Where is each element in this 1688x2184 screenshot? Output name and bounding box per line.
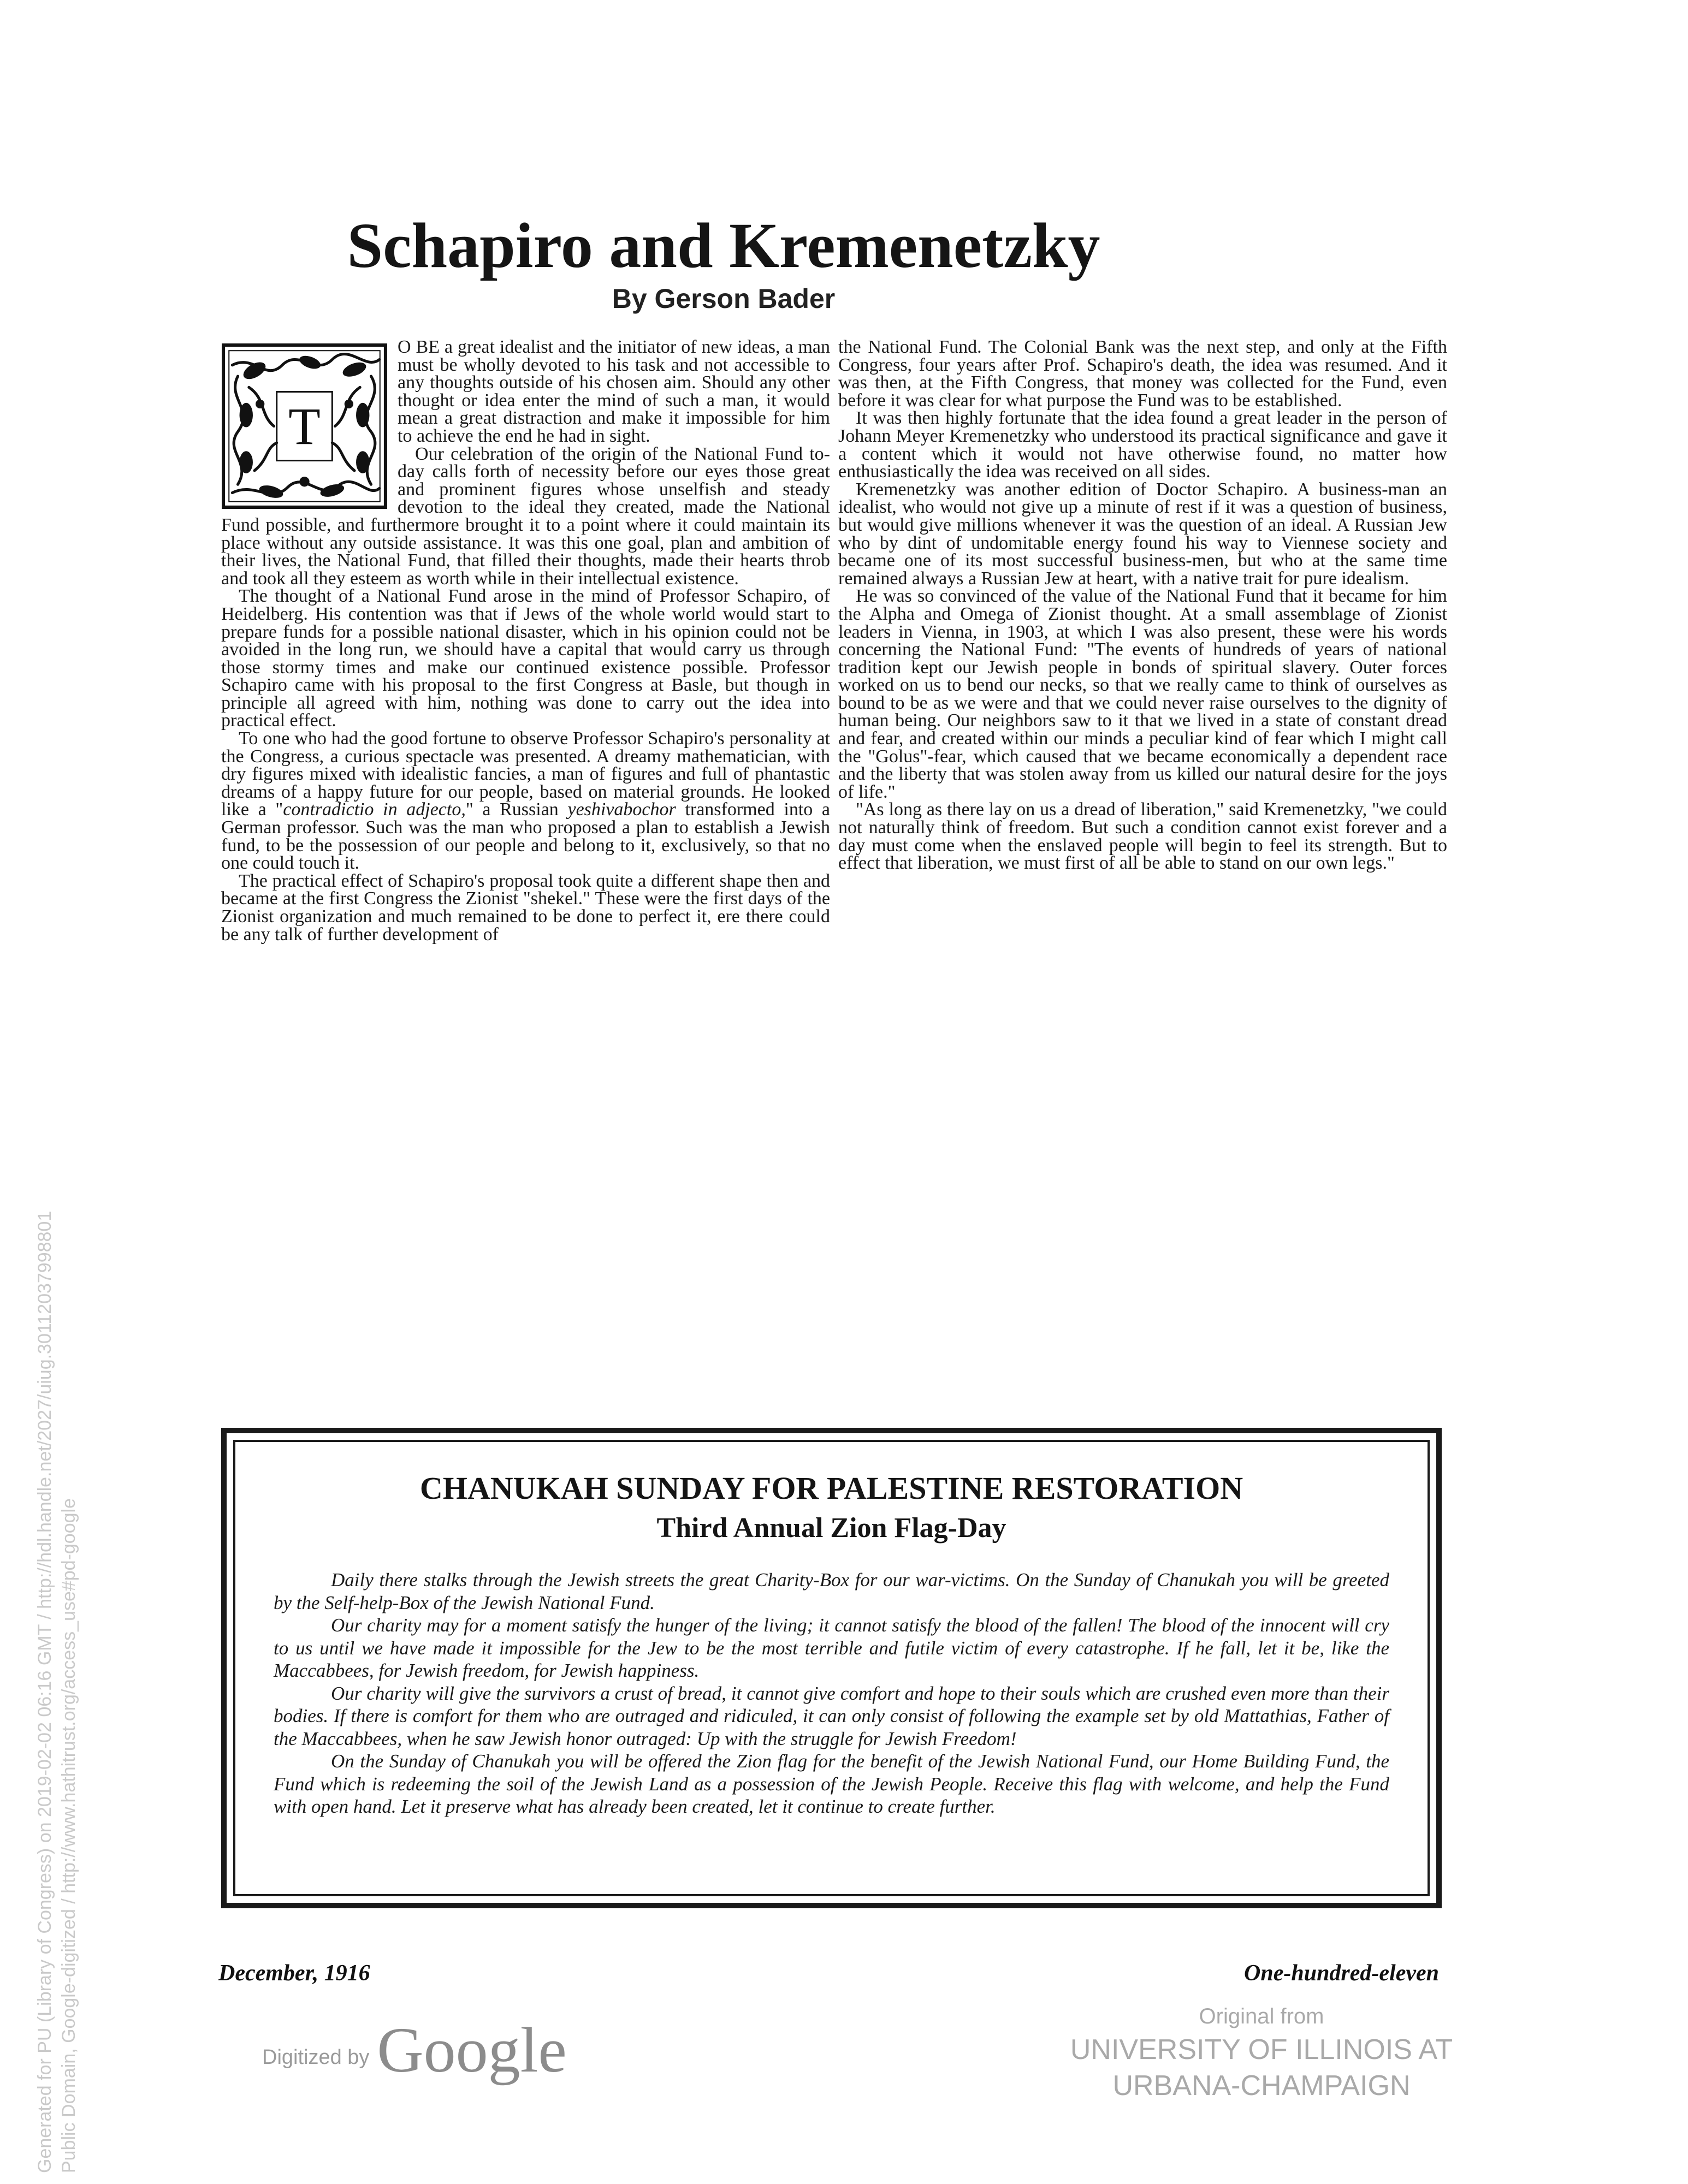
digitized-by-label: Digitized by — [262, 2046, 370, 2069]
notice-paragraph: Our charity may for a moment satisfy the hunger of the living; it cannot satisfy the blood of the fallen! The blood of the innocent will cry to us until we have made it impossible for the Jew to be the most terrible and futile victim of every catastrophe. If he fall, let it be, like the Maccabbees, for Jewish freedom, for Jewish happiness. — [274, 1615, 1389, 1681]
original-from-label: Original from — [1199, 2004, 1324, 2028]
article-paragraph: "As long as there lay on us a dread of liberation," said Kremenetzky, "we could not naturally think of freedom. But such a condition cannot exist forever and a day must come when the enslaved people will begin to feel its strength. But to effect that liberation, we must first of all be able to stand on our own legs." — [838, 799, 1447, 874]
notice-box-inner — [233, 1440, 1430, 1896]
digitized-by-google — [262, 2009, 567, 2086]
watermark-line-2: Public Domain, Google-digitized / http://www.hathitrust.org/access_use#pd-google — [58, 1498, 79, 2173]
footer-page-label: One-hundred-eleven — [1244, 1961, 1439, 1986]
article-text: a Russian — [482, 799, 559, 820]
article-title: Schapiro and Kremenetzky — [347, 210, 1100, 281]
article-paragraph: O BE a great idealist and the initiator of new ideas, a man must be wholly devoted to his task and not accessible to any thoughts outside of his chosen aim. Should any other thought or idea enter the mind of such a man, it would mean a great distraction and make it impossible for him to achieve the end he had in sight. — [398, 337, 830, 446]
google-logo-icon: Google — [377, 2014, 567, 2086]
article-text: To one who had the good fortune to observe Professor Schapiro's personality at the Congress, a curious spectacle was presented. A dreamy mathematician, with dry figures mixed with idealistic fancies, a man of figures and full of phantastic dreams of a happy future for our people, based on material grounds. He looked like a — [221, 728, 830, 820]
notice-paragraph: Our charity will give the survivors a crust of bread, it cannot give comfort and hope to their souls which are crushed even more than their bodies. If there is comfort for them who are outraged and ridiculed, it can only consist of following the example set by old Mattathias, Father of the Maccabbees, when he saw Jewish honor outraged: Up with the struggle for Jewish Freedom! — [274, 1682, 1389, 1749]
yiddish-term: yeshivabochor — [567, 799, 676, 820]
dropcap-letter: T — [288, 397, 321, 455]
notice-box — [221, 1428, 1442, 1908]
notice-title: CHANUKAH SUNDAY FOR PALESTINE RESTORATION — [419, 1470, 1243, 1506]
article-paragraph: To one who had the good fortune to observe Professor Schapiro's personality at the Congress, a curious spectacle was presented. A dreamy mathematician, with dry figures mixed with idealistic fancies, a man of figures and full of phantastic dreams of a happy future for our people, based on material grounds. He looked like a "contradictio in adjecto," a Russian yeshivabochor transformed into a German professor. Such was the man who proposed a plan to establish a Jewish fund, to be the possession of our people and belong to it, exclusively, so that no one could touch it. — [221, 728, 831, 874]
footer-date: December, 1916 — [218, 1961, 370, 1986]
original-institution-line: UNIVERSITY OF ILLINOIS AT — [1070, 2034, 1453, 2066]
article-paragraph: He was so convinced of the value of the National Fund that it became for him the Alpha and Omega of Zionist thought. At a small assemblage of Zionist leaders in Vienna, in 1903, at which I was also present, these were his words concerning the National Fund: "The events of hundreds of years of national tradition kept our Jewish people in bonds of spiritual slavery. Outer forces worked on us to bend our necks, so that we really came to think of ourselves as bound to be as we were and that we could never raise ourselves to the dignity of human being. Our neighbors saw to it that we lived in a state of constant dread and fear, and created within our minds a peculiar kind of fear which I might call the "Golus"-fear, which caused that we became economically a dependent race and the liberty that was stolen away from us killed our natural desire for the joys of life." — [838, 586, 1447, 802]
article-paragraph: the National Fund. The Colonial Bank was the next step, and only at the Fifth Congress, four years after Prof. Schapiro's death, the idea was resumed. And it was then, at the Fifth Congress, that money was collected for the Fund, even before it was clear for what purpose the Fund was to be established. — [838, 337, 1447, 411]
article-paragraph: It was then highly fortunate that the idea found a great leader in the person of Johann Meyer Kremenetzky who understood its practical significance and gave it a content which it would not have otherwise found, no matter how enthusiastically the idea was received on all sides. — [838, 408, 1447, 482]
article-paragraph: The thought of a National Fund arose in the mind of Professor Schapiro, of Heidelberg. His contention was that if Jews of the whole world would start to prepare funds for a possible national disaster, which in his opinion could not be avoided in the long run, we should have a capital that would carry us through those stormy times and make our continued existence possible. Professor Schapiro came with his proposal to the first Congress at Basle, but though in principle all agreed with him, nothing was done to carry out the idea into practical effect. — [221, 586, 830, 731]
right-column — [838, 339, 1447, 873]
notice-subtitle: Third Annual Zion Flag-Day — [656, 1512, 1006, 1544]
left-column — [221, 339, 830, 943]
original-institution-line: URBANA-CHAMPAIGN — [1112, 2070, 1411, 2102]
notice-paragraph: On the Sunday of Chanukah you will be offered the Zion flag for the benefit of the Jewish National Fund, our Home Building Fund, the Fund which is redeeming the soil of the Jewish Land as a possession of the Jewish People. Receive this flag with welcome, and help the Fund with open hand. Let it preserve what has already been created, let it continue to create further. — [274, 1750, 1389, 1817]
article-paragraph: Kremenetzky was another edition of Doctor Schapiro. A business-man an idealist, who would not give up a minute of rest if it was a question of business, but would give millions whenever it was the question of an ideal. A Russian Jew who by dint of undomitable energy found his way to Viennese society and became one of its most successful business-men, but who at the same time remained always a Russian Jew at heart, with a native trait for pure idealism. — [838, 479, 1447, 589]
latin-phrase: contradictio in adjecto, — [283, 799, 466, 820]
original-source — [1054, 2001, 1469, 2104]
side-watermark — [33, 753, 81, 2173]
watermark-line-1: Generated for PU (Library of Congress) on 2019-02-02 06:16 GMT / http://hdl.handle.net/2027/uiug.30112037998801 — [34, 1210, 55, 2173]
article-byline: By Gerson Bader — [612, 283, 836, 314]
notice-paragraph: Daily there stalks through the Jewish streets the great Charity-Box for our war-victims. On the Sunday of Chanukah you will be greeted by the Self-help-Box of the Jewish National Fund. — [274, 1569, 1389, 1613]
notice-body — [274, 1569, 1389, 1818]
article-paragraph: Our celebration of the origin of the National Fund to-day calls forth of necessity before our eyes those great and prominent figures whose unselfish and steady devotion to the ideal they created, made the National Fund possible, and furthermore brought it to a point where it could maintain its place without any outside assistance. It was this one goal, plan and ambition of their lives, the National Fund, that filled their thoughts, made their hearts throb and took all they esteem as worth while in their intellectual existence. — [221, 443, 830, 589]
article-paragraph: The practical effect of Schapiro's proposal took quite a different shape then and became at the first Congress the Zionist "shekel." These were the first days of the Zionist organization and much remained to be done to perfect it, ere there could be any talk of further development of — [221, 870, 830, 945]
article-text: transformed into a German professor. Such was the man who proposed a plan to establish a Jewish fund, to be the possession of our people and belong to it, exclusively, so that no one could touch it. — [221, 799, 831, 874]
dropcap — [221, 343, 388, 509]
